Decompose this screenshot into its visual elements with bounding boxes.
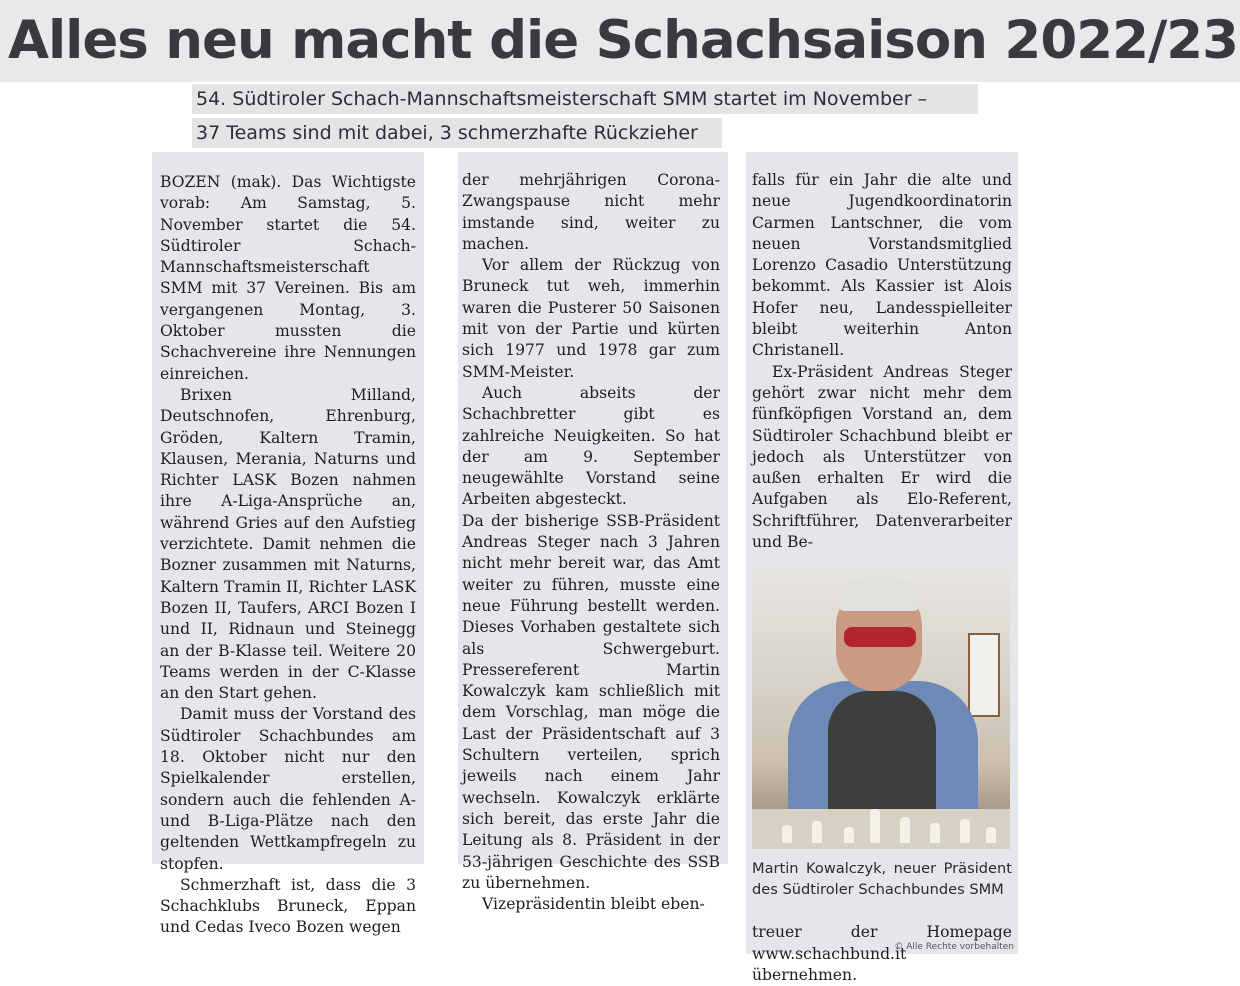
article-column-2	[458, 152, 728, 914]
chess-piece-icon	[870, 809, 880, 843]
chess-piece-icon	[986, 827, 996, 843]
subheadline-line-2: 37 Teams sind mit dabei, 3 schmerzhafte Rückzieher	[192, 118, 722, 148]
chess-piece-icon	[900, 817, 910, 843]
photo-hair	[838, 577, 920, 611]
article-column-3	[746, 152, 1018, 984]
photo-martin-kowalczyk	[752, 563, 1010, 849]
paragraph: Brixen Milland, Deutschnofen, Ehrenburg, Gröden, Kaltern Tramin, Klausen, Merania, Naturns und Richter LASK Bozen nahmen ihre A-Liga-Ansprüche an, während Gries auf den Aufstieg verzichtete. Damit nehmen die Bozner zusammen mit Naturns, Kaltern Tramin II, Richter LASK Bozen II, Taufers, ARCI Bozen I und II, Ridnaun und Steinegg an der B-Klasse teil. Weitere 20 Teams werden in der C-Klasse an den Start gehen.	[160, 385, 416, 703]
chess-piece-icon	[930, 823, 940, 843]
photo-chessboard	[752, 809, 1010, 849]
chess-piece-icon	[960, 819, 970, 843]
paragraph: Auch abseits der Schachbretter gibt es zahlreiche Neuigkeiten. So hat der am 9. September neugewählte Vorstand seine Arbeiten abgesteckt.	[462, 383, 720, 509]
paragraph: Damit muss der Vorstand des Südtiroler Schachbundes am 18. Oktober nicht nur den Spielkalender erstellen, sondern auch die fehlenden A- und B-Liga-Plätze nach den geltenden Wettkampfregeln zu stopfen.	[160, 705, 416, 873]
paragraph: falls für ein Jahr die alte und neue Jugendkoordinatorin Carmen Lantschner, die vom neuen Vorstandsmitglied Lorenzo Casadio Unterstützung bekommt. Als Kassier ist Alois Hofer neu, Landesspielleiter bleibt weiterhin Anton Christanell.	[752, 171, 1012, 360]
subheadline-line-1: 54. Südtiroler Schach-Mannschaftsmeisterschaft SMM startet im November –	[192, 84, 978, 114]
copyright-notice: © Alle Rechte vorbehalten	[894, 942, 1014, 952]
paragraph: Vizepräsidentin bleibt eben-	[482, 895, 705, 914]
paragraph: Vor allem der Rückzug von Bruneck tut weh, immerhin waren die Pusterer 50 Saisonen mit von der Partie und kürten sich 1977 und 1978 gar zum SMM-Meister.	[462, 256, 720, 381]
headline-band	[0, 0, 1240, 82]
paragraph: treuer der Homepage www.schachbund.it übernehmen.	[752, 923, 1012, 984]
headline: Alles neu macht die Schachsaison 2022/23	[8, 10, 1239, 71]
article-column-1	[152, 152, 424, 937]
photo-red-glasses	[844, 627, 916, 647]
chess-piece-icon	[812, 821, 822, 843]
paragraph: Ex-Präsident Andreas Steger gehört zwar nicht mehr dem fünfköpfigen Vorstand an, dem Südtiroler Schachbund bleibt er jedoch als Unterstützer von außen erhalten Er wird die Aufgaben als Elo-Referent, Schriftführer, Datenverarbeiter und Be-	[752, 362, 1012, 552]
chess-piece-icon	[782, 825, 792, 843]
photo-window	[968, 633, 1000, 717]
paragraph: Schmerzhaft ist, dass die 3 Schachklubs Bruneck, Eppan und Cedas Iveco Bozen wegen	[160, 875, 416, 937]
paragraph: der mehrjährigen Corona-Zwangspause nicht mehr imstande sind, weiter zu machen.	[462, 171, 720, 253]
paragraph: BOZEN (mak). Das Wichtigste vorab: Am Samstag, 5. November startet die 54. Südtiroler Schach-Mannschaftsmeisterschaft SMM mit 37 Vereinen. Bis am vergangenen Montag, 3. Oktober mussten die Schachvereine ihre Nennungen einreichen.	[160, 173, 416, 383]
photo-caption: Martin Kowalczyk, neuer Präsident des Südtiroler Schachbundes SMM	[752, 860, 1012, 898]
chess-piece-icon	[844, 827, 854, 843]
paragraph: Da der bisherige SSB-Präsident Andreas Steger nach 3 Jahren nicht mehr bereit war, das Amt weiter zu führen, musste eine neue Führung bestellt werden. Dieses Vorhaben gestaltete sich als Schwergeburt. Pressereferent Martin Kowalczyk kam schließlich mit dem Vorschlag, man möge die Last der Präsidentschaft auf 3 Schultern verteilen, sprich jeweils nach einem Jahr wechseln. Kowalczyk erklärte sich bereit, das erste Jahr die Leitung als 8. Präsident in der 53-jährigen Geschichte des SSB zu übernehmen.	[462, 511, 720, 892]
